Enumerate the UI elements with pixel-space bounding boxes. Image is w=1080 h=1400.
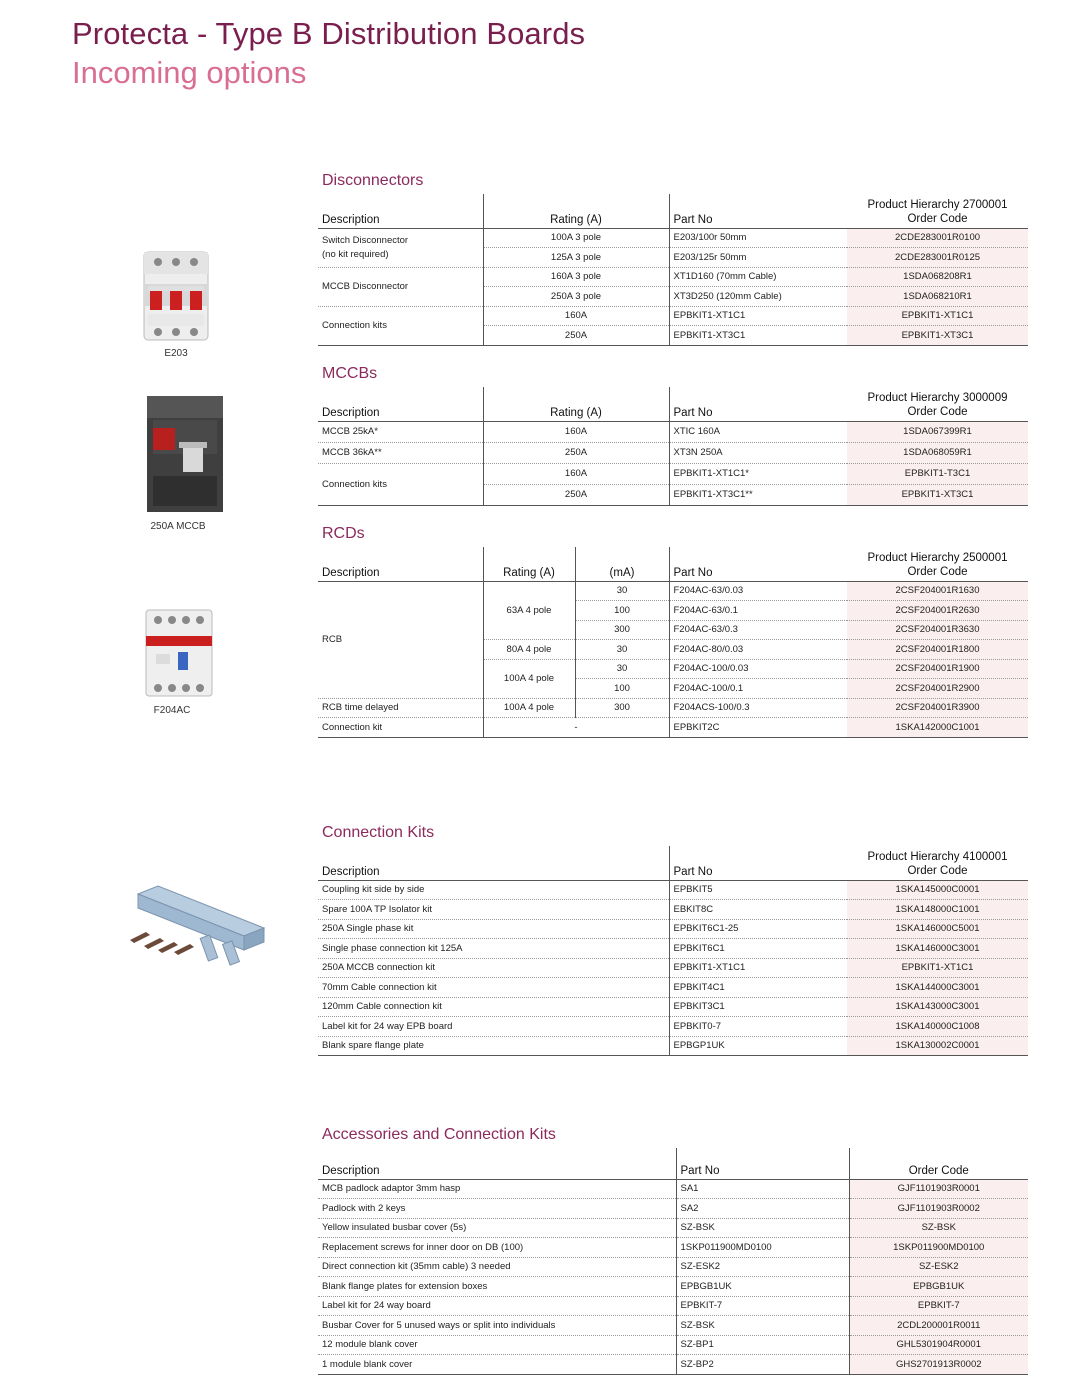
- rating-cell: 160A: [483, 421, 669, 442]
- col-part-no: Part No: [669, 194, 847, 228]
- part-cell: SZ-BSK: [676, 1316, 849, 1336]
- part-cell: EPBKIT1-XT3C1: [669, 326, 847, 346]
- part-cell: EPBGP1UK: [669, 1036, 847, 1056]
- order-code-cell: 1SDA068059R1: [847, 442, 1028, 463]
- order-code-cell: 1SKA146000C5001: [847, 919, 1028, 939]
- mccbs-table: [318, 387, 1028, 506]
- order-code-cell: 2CSF204001R3630: [847, 620, 1028, 640]
- table-row: [318, 939, 1028, 959]
- col-description: Description: [318, 846, 669, 880]
- disconnectors-title: Disconnectors: [322, 172, 424, 189]
- col-order-code: [847, 194, 1028, 228]
- ma-cell: 300: [575, 620, 669, 640]
- order-code-cell: EPBKIT1-XT3C1: [847, 484, 1028, 505]
- order-code-cell: EPBKIT-7: [849, 1296, 1028, 1316]
- connection-kits-title: Connection Kits: [322, 824, 435, 841]
- col-order-code: [847, 387, 1028, 421]
- group-label: Connection kits: [318, 306, 483, 345]
- order-code-cell: GJF1101903R0001: [849, 1179, 1028, 1199]
- part-cell: SZ-BSK: [676, 1218, 849, 1238]
- ma-cell: 30: [575, 659, 669, 679]
- order-code-cell: 2CSF204001R1630: [847, 581, 1028, 601]
- table-row: [318, 1257, 1028, 1277]
- table-row: [318, 1218, 1028, 1238]
- disconnectors-table: [318, 194, 1028, 346]
- e203-caption: E203: [164, 348, 188, 359]
- part-cell: SZ-BP1: [676, 1335, 849, 1355]
- part-cell: XT1D160 (70mm Cable): [669, 267, 847, 287]
- col-order-code: [847, 846, 1028, 880]
- part-cell: EBKIT8C: [669, 900, 847, 920]
- desc-cell: Blank spare flange plate: [318, 1036, 669, 1056]
- rating-cell: 250A: [483, 326, 669, 346]
- order-code-cell: 2CSF204001R1900: [847, 659, 1028, 679]
- desc-cell: 70mm Cable connection kit: [318, 978, 669, 998]
- order-code-label: Order Code: [907, 864, 968, 877]
- rating-cell: 250A: [483, 442, 669, 463]
- order-code-cell: 1SKA143000C3001: [847, 997, 1028, 1017]
- rating-cell: 160A 3 pole: [483, 267, 669, 287]
- col-order-code: Order Code: [849, 1148, 1028, 1179]
- mccb-image: [143, 394, 227, 514]
- product-hierarchy: Product Hierarchy 2700001: [867, 198, 1008, 211]
- col-rating: Rating (A): [483, 547, 575, 581]
- order-code-cell: 2CDL200001R0011: [849, 1316, 1028, 1336]
- order-code-cell: 1SKA142000C1001: [847, 718, 1028, 738]
- desc-cell: Busbar Cover for 5 unused ways or split into individuals: [318, 1316, 676, 1336]
- page-subtitle: Incoming options: [72, 55, 307, 90]
- order-code-cell: 1SKA145000C0001: [847, 880, 1028, 900]
- rating-cell: 250A: [483, 484, 669, 505]
- desc-cell: Spare 100A TP Isolator kit: [318, 900, 669, 920]
- order-code-cell: 2CSF204001R2900: [847, 679, 1028, 699]
- part-cell: F204AC-100/0.03: [669, 659, 847, 679]
- group-label: Switch Disconnector (no kit required): [318, 228, 483, 267]
- ma-cell: 100: [575, 679, 669, 699]
- rating-cell: 100A 4 pole: [483, 698, 575, 718]
- col-part-no: Part No: [669, 846, 847, 880]
- ma-cell: 30: [575, 581, 669, 601]
- order-code-cell: 1SKA146000C3001: [847, 939, 1028, 959]
- order-code-cell: 2CDE283001R0100: [847, 228, 1028, 248]
- f204ac-caption: F204AC: [153, 705, 191, 716]
- table-row: [318, 978, 1028, 998]
- order-code-cell: 2CSF204001R3900: [847, 698, 1028, 718]
- order-code-cell: 2CDE283001R0125: [847, 248, 1028, 268]
- order-code-cell: GJF1101903R0002: [849, 1199, 1028, 1219]
- part-cell: F204AC-63/0.3: [669, 620, 847, 640]
- col-part-no: Part No: [676, 1148, 849, 1179]
- part-cell: EPBKIT1-XT3C1**: [669, 484, 847, 505]
- desc-cell: 12 module blank cover: [318, 1335, 676, 1355]
- order-code-cell: 1SDA067399R1: [847, 421, 1028, 442]
- part-cell: 1SKP011900MD0100: [676, 1238, 849, 1258]
- order-code-cell: 1SDA068210R1: [847, 287, 1028, 307]
- product-hierarchy: Product Hierarchy 3000009: [867, 391, 1008, 404]
- table-row: [318, 1277, 1028, 1297]
- part-cell: SZ-BP2: [676, 1355, 849, 1375]
- order-code-label: Order Code: [907, 405, 968, 418]
- part-cell: EPBKIT6C1-25: [669, 919, 847, 939]
- accessories-table: [318, 1148, 1028, 1375]
- col-description: Description: [318, 194, 483, 228]
- rcds-table: [318, 547, 1028, 738]
- table-row: [318, 1335, 1028, 1355]
- group-label: MCCB Disconnector: [318, 267, 483, 306]
- order-code-cell: 1SKP011900MD0100: [849, 1238, 1028, 1258]
- col-part-no: Part No: [669, 547, 847, 581]
- table-row: [318, 900, 1028, 920]
- product-hierarchy: Product Hierarchy 2500001: [867, 551, 1008, 564]
- desc-cell: Label kit for 24 way board: [318, 1296, 676, 1316]
- order-code-cell: EPBKIT1-XT1C1: [847, 306, 1028, 326]
- part-cell: SA1: [676, 1179, 849, 1199]
- rating-cell: 160A: [483, 463, 669, 484]
- part-cell: EPBKIT4C1: [669, 978, 847, 998]
- part-cell: SA2: [676, 1199, 849, 1219]
- rating-cell: 80A 4 pole: [483, 640, 575, 660]
- rating-cell: 100A 3 pole: [483, 228, 669, 248]
- desc-cell: Replacement screws for inner door on DB (100): [318, 1238, 676, 1258]
- col-description: Description: [318, 547, 483, 581]
- order-code-cell: EPBGB1UK: [849, 1277, 1028, 1297]
- connection-kit-image: [124, 880, 274, 970]
- desc-cell: 1 module blank cover: [318, 1355, 676, 1375]
- desc-cell: RCB time delayed: [318, 698, 483, 718]
- col-order-code: [847, 547, 1028, 581]
- order-code-cell: GHL5301904R0001: [849, 1335, 1028, 1355]
- table-row: [318, 1179, 1028, 1199]
- ma-cell: 100: [575, 601, 669, 621]
- ma-cell: 300: [575, 698, 669, 718]
- part-cell: XTIC 160A: [669, 421, 847, 442]
- part-cell: SZ-ESK2: [676, 1257, 849, 1277]
- order-code-cell: 2CSF204001R1800: [847, 640, 1028, 660]
- col-description: Description: [318, 1148, 676, 1179]
- order-code-label: Order Code: [907, 565, 968, 578]
- desc-cell: Coupling kit side by side: [318, 880, 669, 900]
- col-rating: Rating (A): [483, 194, 669, 228]
- part-cell: EPBKIT1-XT1C1*: [669, 463, 847, 484]
- part-cell: F204AC-100/0.1: [669, 679, 847, 699]
- order-code-cell: SZ-ESK2: [849, 1257, 1028, 1277]
- table-row: [318, 442, 1028, 463]
- part-cell: EPBKIT3C1: [669, 997, 847, 1017]
- part-cell: EPBKIT5: [669, 880, 847, 900]
- desc-cell: 120mm Cable connection kit: [318, 997, 669, 1017]
- col-part-no: Part No: [669, 387, 847, 421]
- desc-cell: MCCB 36kA**: [318, 442, 483, 463]
- desc-cell: Label kit for 24 way EPB board: [318, 1017, 669, 1037]
- order-code-cell: 1SKA144000C3001: [847, 978, 1028, 998]
- connection-kits-table: [318, 846, 1028, 1056]
- desc-cell: Connection kit: [318, 718, 483, 738]
- rcds-title: RCDs: [322, 525, 365, 542]
- order-code-cell: 2CSF204001R2630: [847, 601, 1028, 621]
- part-cell: E203/100r 50mm: [669, 228, 847, 248]
- order-code-cell: 1SKA140000C1008: [847, 1017, 1028, 1037]
- table-row: [318, 1316, 1028, 1336]
- table-row: [318, 228, 1028, 248]
- part-cell: F204AC-63/0.03: [669, 581, 847, 601]
- table-row: [318, 698, 1028, 718]
- table-row: [318, 463, 1028, 484]
- mccb-caption: 250A MCCB: [150, 521, 206, 532]
- desc-cell: 250A Single phase kit: [318, 919, 669, 939]
- order-code-cell: 1SKA148000C1001: [847, 900, 1028, 920]
- order-code-cell: EPBKIT1-XT3C1: [847, 326, 1028, 346]
- desc-cell: Yellow insulated busbar cover (5s): [318, 1218, 676, 1238]
- rating-cell: 160A: [483, 306, 669, 326]
- table-row: [318, 306, 1028, 326]
- mccbs-title: MCCBs: [322, 365, 378, 382]
- table-row: [318, 581, 1028, 601]
- table-row: [318, 1355, 1028, 1375]
- desc-cell: 250A MCCB connection kit: [318, 958, 669, 978]
- order-code-cell: 1SDA068208R1: [847, 267, 1028, 287]
- part-cell: EPBKIT-7: [676, 1296, 849, 1316]
- rating-cell: 100A 4 pole: [483, 659, 575, 698]
- table-row: [318, 1296, 1028, 1316]
- order-code-cell: GHS2701913R0002: [849, 1355, 1028, 1375]
- desc-cell: Padlock with 2 keys: [318, 1199, 676, 1219]
- rating-cell: 250A 3 pole: [483, 287, 669, 307]
- desc-cell: MCB padlock adaptor 3mm hasp: [318, 1179, 676, 1199]
- table-row: [318, 1238, 1028, 1258]
- part-cell: F204AC-63/0.1: [669, 601, 847, 621]
- part-cell: EPBKIT2C: [669, 718, 847, 738]
- table-row: [318, 919, 1028, 939]
- order-code-cell: SZ-BSK: [849, 1218, 1028, 1238]
- table-row: [318, 421, 1028, 442]
- col-ma: (mA): [575, 547, 669, 581]
- page-title: Protecta - Type B Distribution Boards: [72, 16, 586, 51]
- group-label: RCB: [318, 581, 483, 698]
- part-cell: F204AC-80/0.03: [669, 640, 847, 660]
- part-cell: F204ACS-100/0.3: [669, 698, 847, 718]
- desc-cell: Direct connection kit (35mm cable) 3 needed: [318, 1257, 676, 1277]
- table-row: [318, 1199, 1028, 1219]
- order-code-label: Order Code: [907, 212, 968, 225]
- col-rating: Rating (A): [483, 387, 669, 421]
- order-code-cell: EPBKIT1-T3C1: [847, 463, 1028, 484]
- rating-cell: 63A 4 pole: [483, 581, 575, 640]
- ma-cell: 30: [575, 640, 669, 660]
- table-row: [318, 267, 1028, 287]
- table-row: [318, 880, 1028, 900]
- desc-cell: Blank flange plates for extension boxes: [318, 1277, 676, 1297]
- order-code-cell: EPBKIT1-XT1C1: [847, 958, 1028, 978]
- part-cell: E203/125r 50mm: [669, 248, 847, 268]
- order-code-cell: 1SKA130002C0001: [847, 1036, 1028, 1056]
- part-cell: EPBKIT1-XT1C1: [669, 306, 847, 326]
- part-cell: EPBKIT0-7: [669, 1017, 847, 1037]
- table-row: [318, 1036, 1028, 1056]
- part-cell: XT3D250 (120mm Cable): [669, 287, 847, 307]
- part-cell: EPBGB1UK: [676, 1277, 849, 1297]
- table-row: [318, 958, 1028, 978]
- group-label: Connection kits: [318, 463, 483, 505]
- part-cell: XT3N 250A: [669, 442, 847, 463]
- table-row: [318, 718, 1028, 738]
- accessories-title: Accessories and Connection Kits: [322, 1126, 556, 1143]
- desc-cell: Single phase connection kit 125A: [318, 939, 669, 959]
- col-description: Description: [318, 387, 483, 421]
- rating-cell: -: [483, 718, 669, 738]
- product-hierarchy: Product Hierarchy 4100001: [867, 850, 1008, 863]
- f204ac-rcd-image: [142, 608, 216, 698]
- rating-cell: 125A 3 pole: [483, 248, 669, 268]
- table-row: [318, 997, 1028, 1017]
- part-cell: EPBKIT1-XT1C1: [669, 958, 847, 978]
- desc-cell: MCCB 25kA*: [318, 421, 483, 442]
- e203-switch-disconnector-image: [138, 250, 214, 342]
- part-cell: EPBKIT6C1: [669, 939, 847, 959]
- table-row: [318, 1017, 1028, 1037]
